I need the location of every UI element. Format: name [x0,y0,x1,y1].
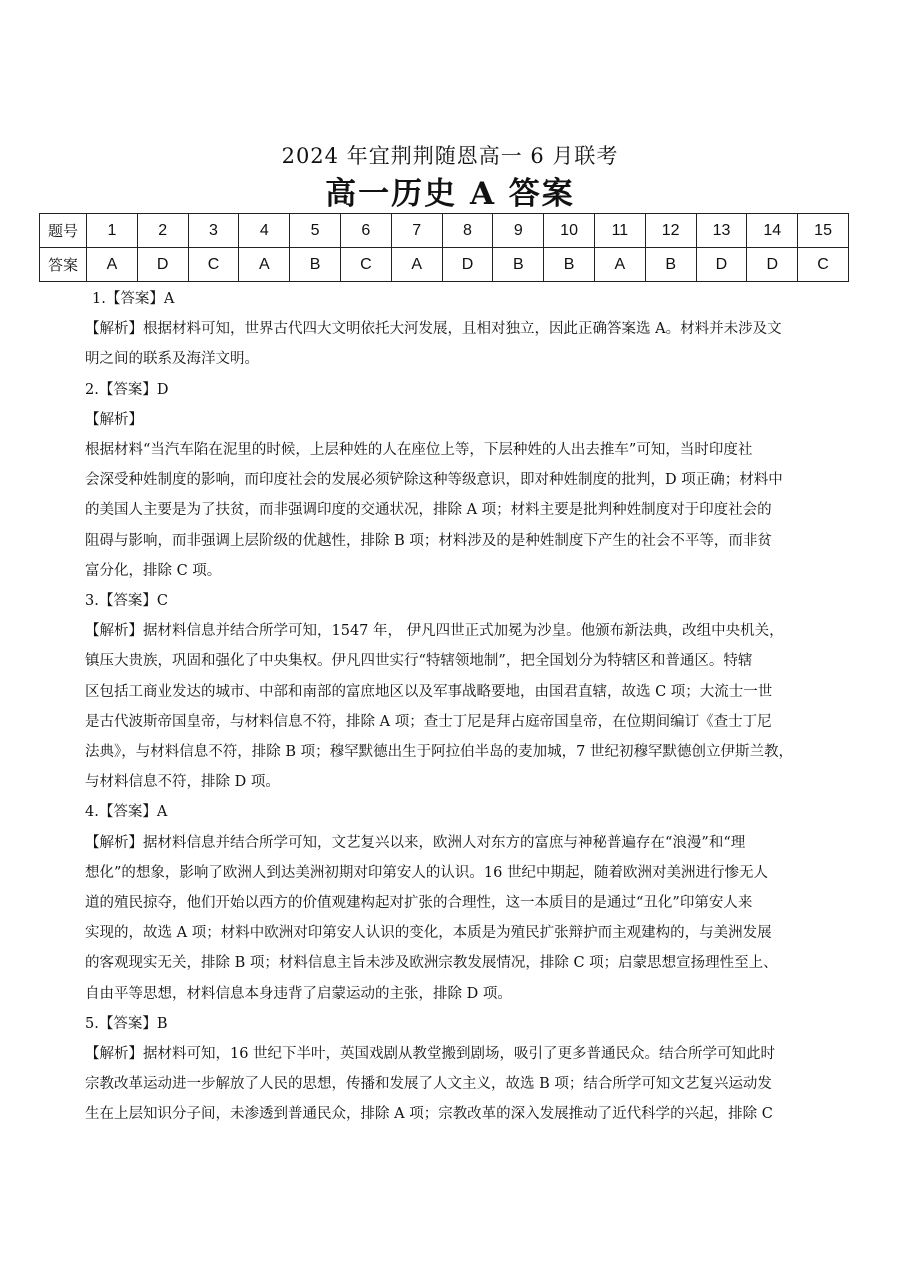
answer-heading: 1.【答案】A [92,291,175,307]
answer-cell: D [137,248,188,282]
answer-cell: B [544,248,595,282]
explanation-line: 【解析】 [85,411,143,428]
explanation-line: 想化”的想象，影响了欧洲人到达美洲初期对印第安人的认识。16 世纪中期起，随着欧洲对美洲进行惨无人 [85,864,768,881]
answer-cell: B [290,248,341,282]
answer-cell: A [239,248,290,282]
explanation-line: 区包括工商业发达的城市、中部和南部的富庶地区以及军事战略要地，由国君直辖，故选 C 项；大流士一世 [85,683,773,700]
answer-heading: 3.【答案】C [85,593,168,610]
explanation-line: 实现的，故选 A 项；材料中欧洲对印第安人认识的变化，本质是为殖民扩张辩护而主观建构的，与美洲发展 [85,925,772,942]
question-number-cell: 13 [696,214,747,248]
row-label-question-number: 题号 [40,214,87,248]
question-number-cell: 2 [137,214,188,248]
explanation-line: 生在上层知识分子间，未渗透到普通民众，排除 A 项；宗教改革的深入发展推动了近代科学的兴起，排除 C [85,1106,773,1123]
question-number-cell: 14 [747,214,798,248]
explanation-line: 宗教改革运动进一步解放了人民的思想，传播和发展了人文主义，故选 B 项；结合所学可知文艺复兴运动发 [85,1076,772,1093]
explanation-line: 的美国人主要是为了扶贫，而非强调印度的交通状况，排除 A 项；材料主要是批判种姓制度对于印度社会的 [85,502,772,519]
question-number-cell: 6 [340,214,391,248]
answer-cell: C [798,248,849,282]
question-number-cell: 9 [493,214,544,248]
explanation-line: 与材料信息不符，排除 D 项。 [85,774,280,791]
question-number-cell: 7 [391,214,442,248]
explanation-line: 的客观现实无关，排除 B 项；材料信息主旨未涉及欧洲宗教发展情况，排除 C 项；启蒙思想宣扬理性至上、 [85,955,778,972]
question-number-cell: 8 [442,214,493,248]
question-number-cell: 3 [188,214,239,248]
explanations [85,284,823,1130]
explanation-line: 自由平等思想，材料信息本身违背了启蒙运动的主张，排除 D 项。 [85,985,512,1002]
answer-key-title: 高一历史 A 答案 [325,176,575,212]
explanation-line: 阻碍与影响，而非强调上层阶级的优越性，排除 B 项；材料涉及的是种姓制度下产生的社会不平等，而非贫 [85,532,772,549]
explanation-line: 【解析】据材料信息并结合所学可知，1547 年， 伊凡四世正式加冕为沙皇。他颁布新法典，改组中央机关， [85,623,784,640]
answer-cell: B [645,248,696,282]
question-number-cell: 10 [544,214,595,248]
explanation-line: 【解析】据材料信息并结合所学可知，文艺复兴以来，欧洲人对东方的富庶与神秘普遍存在“浪漫”和“理 [85,834,746,851]
explanation-line: 法典》，与材料信息不符，排除 B 项；穆罕默德出生于阿拉伯半岛的麦加城，7 世纪初穆罕默德创立伊斯兰教， [85,744,793,761]
row-label-answer: 答案 [40,248,87,282]
answer-heading: 5.【答案】B [85,1015,168,1032]
answer-cell: A [594,248,645,282]
question-number-cell: 12 [645,214,696,248]
question-number-cell: 11 [594,214,645,248]
explanation-line: 明之间的联系及海洋文明。 [85,351,259,368]
explanation-line: 会深受种姓制度的影响，而印度社会的发展必须铲除这种等级意识，即对种姓制度的批判，D 项正确；材料中 [85,472,783,489]
explanation-line: 根据材料“当汽车陷在泥里的时候，上层种姓的人在座位上等，下层种姓的人出去推车”可知，当时印度社 [85,442,753,459]
explanation-line: 道的殖民掠夺，他们开始以西方的价值观建构起对扩张的合理性，这一本质目的是通过“丑化”印第安人来 [85,895,753,912]
answer-cell: A [391,248,442,282]
answer-row [40,248,849,282]
answer-heading: 4.【答案】A [85,804,168,821]
answer-table [39,213,849,282]
answer-cell: C [188,248,239,282]
answer-cell: D [747,248,798,282]
explanation-line: 【解析】根据材料可知，世界古代四大文明依托大河发展，且相对独立，因此正确答案选 A。材料并未涉及文 [85,321,782,338]
question-number-cell: 1 [87,214,138,248]
answer-cell: D [442,248,493,282]
explanation-line: 富分化，排除 C 项。 [85,562,222,579]
question-number-cell: 5 [290,214,341,248]
explanation-line: 【解析】据材料可知，16 世纪下半叶，英国戏剧从教堂搬到剧场，吸引了更多普通民众。结合所学可知此时 [85,1046,776,1063]
answer-cell: A [87,248,138,282]
question-number-cell: 4 [239,214,290,248]
answer-cell: D [696,248,747,282]
explanation-line: 镇压大贵族，巩固和强化了中央集权。伊凡四世实行“特辖领地制”，把全国划分为特辖区和普通区。特辖 [85,653,753,670]
answer-cell: C [340,248,391,282]
question-number-cell: 15 [798,214,849,248]
question-number-row [40,214,849,248]
answer-heading: 2.【答案】D [85,381,169,398]
explanation-line: 是古代波斯帝国皇帝，与材料信息不符，排除 A 项；查士丁尼是拜占庭帝国皇帝，在位期间编订《查士丁尼 [85,713,772,730]
answer-cell: B [493,248,544,282]
exam-title: 2024 年宜荆荆随恩高一 6 月联考 [281,144,619,168]
